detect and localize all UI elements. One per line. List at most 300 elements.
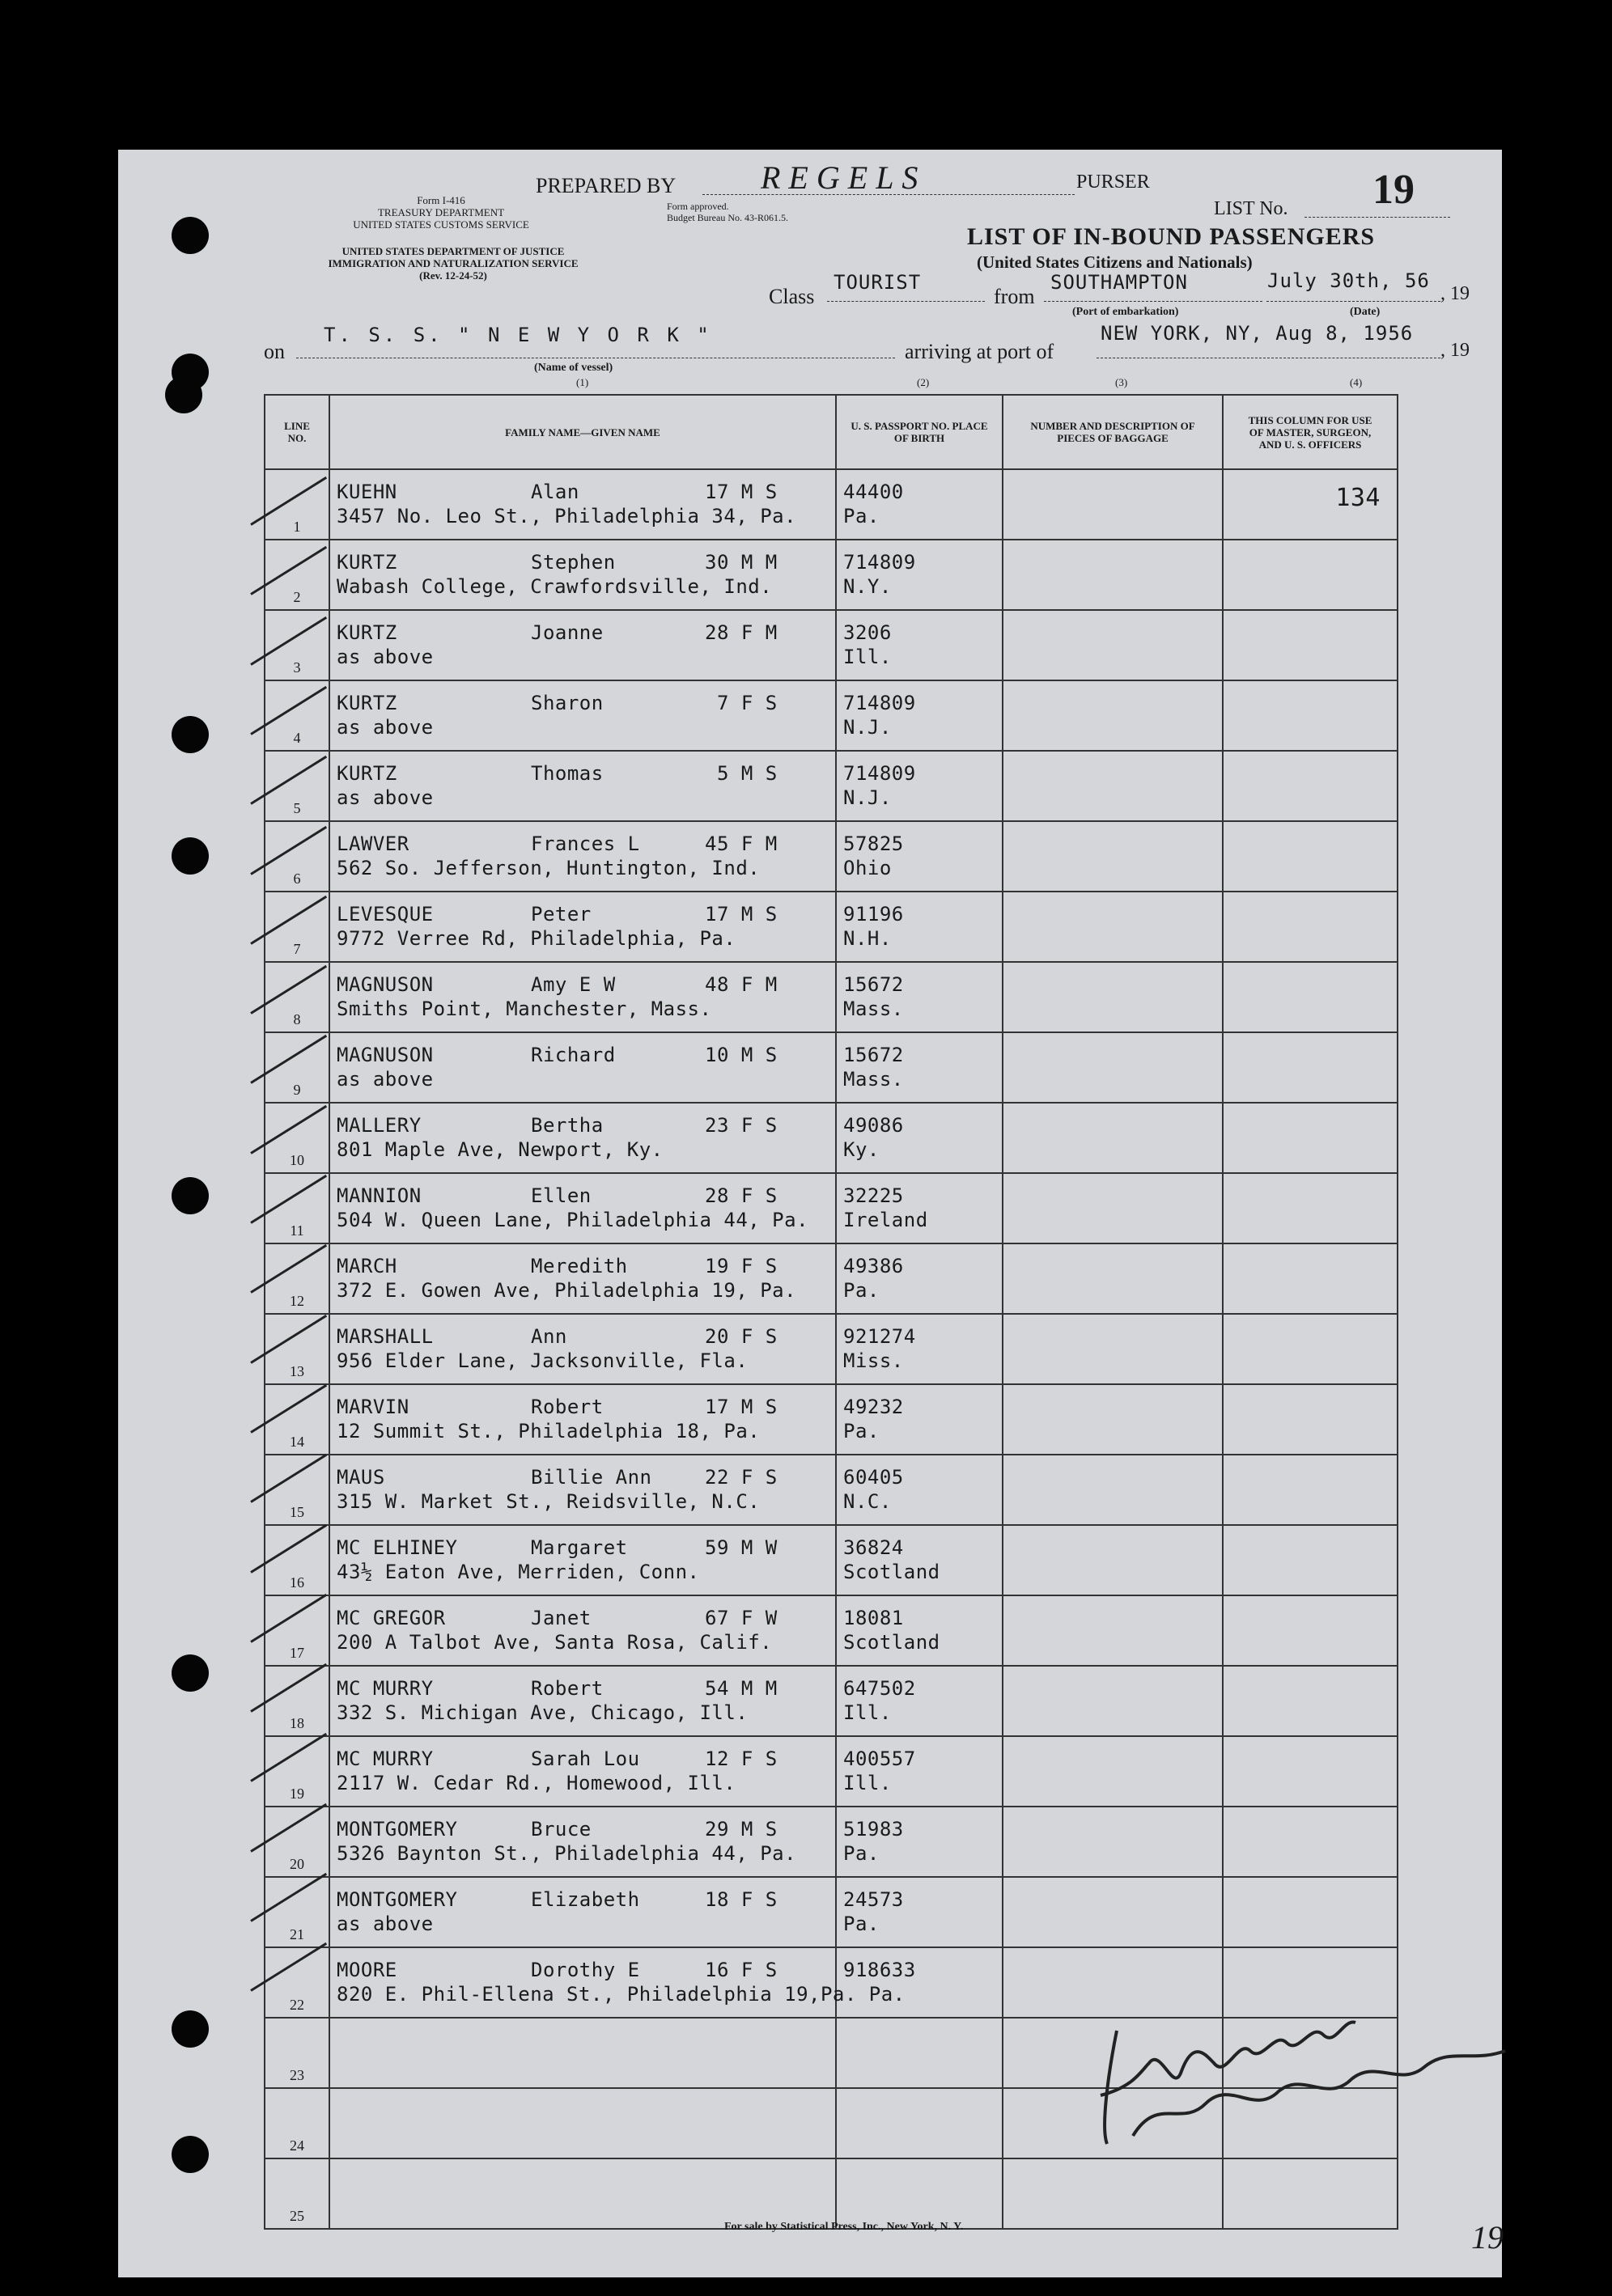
name-cell — [329, 1173, 836, 1243]
date-line — [1266, 301, 1440, 302]
passport-cell — [836, 2088, 1003, 2158]
age-sex-status: 30 M M — [705, 551, 778, 574]
baggage-cell — [1003, 1807, 1223, 1877]
form-approved: Form approved. — [667, 201, 729, 212]
place-of-birth: Pa. — [843, 1279, 880, 1302]
family-name: KUEHN — [337, 481, 397, 503]
age-sex-status: 17 M S — [705, 1396, 778, 1418]
binder-hole — [172, 837, 209, 875]
age-sex-status: 48 F M — [705, 973, 778, 996]
header-name: FAMILY NAME—GIVEN NAME — [329, 395, 836, 469]
officer-note: 134 — [1335, 484, 1381, 512]
line-number: 15 — [290, 1504, 304, 1520]
line-number: 4 — [293, 730, 301, 746]
address: 332 S. Michigan Ave, Chicago, Ill. — [337, 1701, 749, 1724]
address: 956 Elder Lane, Jacksonville, Fla. — [337, 1349, 749, 1372]
address: 504 W. Queen Lane, Philadelphia 44, Pa. — [337, 1209, 809, 1231]
family-name: MANNION — [337, 1184, 422, 1207]
name-cell — [329, 1666, 836, 1736]
passport-cell — [836, 1103, 1003, 1173]
address: Wabash College, Crawfordsville, Ind. — [337, 575, 773, 598]
officer-cell — [1223, 1173, 1398, 1243]
name-cell — [329, 2158, 836, 2229]
place-of-birth: Pa. — [843, 1420, 880, 1442]
officer-cell — [1223, 1455, 1398, 1525]
age-sex-status: 29 M S — [705, 1818, 778, 1841]
immigration-service: IMMIGRATION AND NATURALIZATION SERVICE — [328, 257, 579, 269]
list-no-line — [1304, 217, 1450, 218]
given-name: Janet — [531, 1607, 592, 1629]
name-cell — [329, 751, 836, 821]
place-of-birth: N.H. — [843, 927, 892, 950]
officer-cell — [1223, 1314, 1398, 1384]
line-number: 6 — [293, 871, 301, 887]
baggage-cell — [1003, 540, 1223, 610]
officer-cell — [1223, 892, 1398, 962]
line-number: 5 — [293, 800, 301, 816]
family-name: MALLERY — [337, 1114, 422, 1137]
given-name: Margaret — [531, 1536, 628, 1559]
address: as above — [337, 716, 434, 739]
prepared-by-value: REGELS — [761, 159, 927, 196]
passport-cell — [836, 1807, 1003, 1877]
place-of-birth: Mass. — [843, 998, 904, 1020]
place-of-birth: Pa. — [843, 505, 880, 527]
line-number-cell — [265, 1666, 329, 1736]
passport-number: 921274 — [843, 1325, 916, 1348]
name-cell — [329, 2018, 836, 2088]
line-number-cell — [265, 1736, 329, 1807]
class-label: Class — [769, 285, 815, 308]
given-name: Stephen — [531, 551, 616, 574]
age-sex-status: 28 F M — [705, 621, 778, 644]
service-name: UNITED STATES CUSTOMS SERVICE — [353, 218, 529, 231]
name-cell — [329, 1384, 836, 1455]
line-number: 18 — [290, 1715, 304, 1731]
baggage-cell — [1003, 962, 1223, 1032]
class-line — [827, 301, 985, 302]
passport-number: 36824 — [843, 1536, 904, 1559]
form-approved-block — [667, 201, 788, 223]
table-row — [265, 1173, 1398, 1243]
address: 9772 Verree Rd, Philadelphia, Pa. — [337, 927, 736, 950]
passport-cell — [836, 1243, 1003, 1314]
address: 200 A Talbot Ave, Santa Rosa, Calif. — [337, 1631, 773, 1654]
table-row — [265, 1595, 1398, 1666]
place-of-birth: Ill. — [843, 646, 892, 668]
age-sex-status: 22 F S — [705, 1466, 778, 1489]
passport-number: 32225 — [843, 1184, 904, 1207]
officer-cell — [1223, 1032, 1398, 1103]
table-row — [265, 1877, 1398, 1947]
family-name: MONTGOMERY — [337, 1818, 458, 1841]
age-sex-status: 17 M S — [705, 903, 778, 926]
binder-hole — [172, 2136, 209, 2173]
passport-cell — [836, 610, 1003, 680]
baggage-cell — [1003, 892, 1223, 962]
from-value: SOUTHAMPTON — [1050, 271, 1188, 294]
passport-number: 49232 — [843, 1396, 904, 1418]
place-of-birth: Miss. — [843, 1349, 904, 1372]
passport-cell — [836, 1666, 1003, 1736]
passport-cell — [836, 540, 1003, 610]
age-sex-status: 54 M M — [705, 1677, 778, 1700]
line-number-cell — [265, 1455, 329, 1525]
from-label: from — [994, 285, 1035, 308]
given-name: Bruce — [531, 1818, 592, 1841]
address: 2117 W. Cedar Rd., Homewood, Ill. — [337, 1772, 736, 1794]
year-suffix: , 19 — [1440, 283, 1470, 304]
address: 12 Summit St., Philadelphia 18, Pa. — [337, 1420, 761, 1442]
address: as above — [337, 1068, 434, 1091]
age-sex-status: 18 F S — [705, 1888, 778, 1911]
binder-hole — [172, 1654, 209, 1692]
passport-cell — [836, 1314, 1003, 1384]
table-row — [265, 1243, 1398, 1314]
family-name: MONTGOMERY — [337, 1888, 458, 1911]
line-number: 16 — [290, 1574, 304, 1591]
place-of-birth: Mass. — [843, 1068, 904, 1091]
name-cell — [329, 892, 836, 962]
table-row — [265, 2158, 1398, 2229]
family-name: KURTZ — [337, 621, 397, 644]
given-name: Sharon — [531, 692, 604, 714]
given-name: Sarah Lou — [531, 1747, 640, 1770]
col3-number: (3) — [1115, 376, 1128, 388]
given-name: Peter — [531, 903, 592, 926]
given-name: Amy E W — [531, 973, 616, 996]
officer-cell — [1223, 680, 1398, 751]
line-number: 17 — [290, 1645, 304, 1661]
officer-cell — [1223, 1877, 1398, 1947]
baggage-cell — [1003, 751, 1223, 821]
line-number: 8 — [293, 1011, 301, 1027]
passport-number: 3206 — [843, 621, 892, 644]
given-name: Elizabeth — [531, 1888, 640, 1911]
family-name: KURTZ — [337, 692, 397, 714]
name-cell — [329, 1243, 836, 1314]
age-sex-status: 28 F S — [705, 1184, 778, 1207]
on-label: on — [264, 340, 285, 363]
passport-cell — [836, 2018, 1003, 2088]
passport-cell — [836, 1032, 1003, 1103]
baggage-cell — [1003, 1032, 1223, 1103]
age-sex-status: 10 M S — [705, 1044, 778, 1066]
passport-cell — [836, 751, 1003, 821]
passport-cell — [836, 1173, 1003, 1243]
officer-cell — [1223, 1525, 1398, 1595]
passport-number: 15672 — [843, 973, 904, 996]
passport-number: 18081 — [843, 1607, 904, 1629]
address: 801 Maple Ave, Newport, Ky. — [337, 1138, 664, 1161]
name-cell — [329, 1103, 836, 1173]
line-number-cell — [265, 1595, 329, 1666]
place-of-birth: Ohio — [843, 857, 892, 879]
name-cell — [329, 1595, 836, 1666]
passport-number: 91196 — [843, 903, 904, 926]
table-row — [265, 469, 1398, 540]
name-cell — [329, 1455, 836, 1525]
line-number: 25 — [290, 2208, 304, 2224]
list-no-label: LIST No. — [1214, 198, 1288, 219]
baggage-cell — [1003, 1666, 1223, 1736]
name-cell — [329, 469, 836, 540]
prepared-by-label: PREPARED BY — [536, 174, 677, 197]
date-value: July 30th, 56 — [1267, 269, 1430, 292]
address: 562 So. Jefferson, Huntington, Ind. — [337, 857, 761, 879]
age-sex-status: 67 F W — [705, 1607, 778, 1629]
place-of-birth: Ill. — [843, 1701, 892, 1724]
vessel-value: T. S. S. " N E W Y O R K " — [324, 324, 712, 346]
age-sex-status: 16 F S — [705, 1959, 778, 1981]
place-of-birth: Pa. — [843, 1913, 880, 1935]
baggage-cell — [1003, 1384, 1223, 1455]
officer-cell — [1223, 1666, 1398, 1736]
address: Smiths Point, Manchester, Mass. — [337, 998, 712, 1020]
place-of-birth: N.J. — [843, 716, 892, 739]
inspector-signature — [1084, 1974, 1521, 2168]
name-cell — [329, 2088, 836, 2158]
age-sex-status: 23 F S — [705, 1114, 778, 1137]
given-name: Bertha — [531, 1114, 604, 1137]
passport-number: 24573 — [843, 1888, 904, 1911]
address: 43½ Eaton Ave, Merriden, Conn. — [337, 1561, 700, 1583]
baggage-cell — [1003, 1877, 1223, 1947]
passport-number: 714809 — [843, 762, 916, 785]
header-baggage: NUMBER AND DESCRIPTION OF PIECES OF BAGGAGE — [1003, 395, 1223, 469]
baggage-cell — [1003, 1243, 1223, 1314]
given-name: Robert — [531, 1677, 604, 1700]
family-name: MARSHALL — [337, 1325, 434, 1348]
form-id-block — [348, 194, 534, 231]
table-row — [265, 1736, 1398, 1807]
vessel-caption: (Name of vessel) — [534, 362, 613, 374]
officer-cell — [1223, 1384, 1398, 1455]
line-number-cell — [265, 2158, 329, 2229]
address: 5326 Baynton St., Philadelphia 44, Pa. — [337, 1842, 797, 1865]
name-cell — [329, 962, 836, 1032]
passport-cell — [836, 821, 1003, 892]
table-row — [265, 680, 1398, 751]
officer-cell — [1223, 1736, 1398, 1807]
officer-cell — [1223, 1595, 1398, 1666]
line-number-cell — [265, 1525, 329, 1595]
given-name: Billie Ann — [531, 1466, 652, 1489]
baggage-cell — [1003, 2158, 1223, 2229]
age-sex-status: 12 F S — [705, 1747, 778, 1770]
passport-cell — [836, 1384, 1003, 1455]
place-of-birth: Scotland — [843, 1561, 940, 1583]
family-name: MC GREGOR — [337, 1607, 446, 1629]
table-row — [265, 962, 1398, 1032]
given-name: Ellen — [531, 1184, 592, 1207]
binder-hole — [172, 716, 209, 753]
table-row — [265, 751, 1398, 821]
line-number: 21 — [290, 1926, 304, 1942]
given-name: Meredith — [531, 1255, 628, 1277]
age-sex-status: 20 F S — [705, 1325, 778, 1348]
name-cell — [329, 1032, 836, 1103]
revision-date: (Rev. 12-24-52) — [419, 269, 487, 282]
given-name: Thomas — [531, 762, 604, 785]
name-cell — [329, 1877, 836, 1947]
officer-cell — [1223, 1243, 1398, 1314]
age-sex-status: 5 M S — [705, 762, 778, 785]
family-name: KURTZ — [337, 551, 397, 574]
department-name: TREASURY DEPARTMENT — [377, 206, 505, 218]
address: as above — [337, 786, 434, 809]
port-caption: (Port of embarkation) — [1072, 306, 1179, 318]
passport-cell — [836, 962, 1003, 1032]
line-number: 1 — [293, 519, 301, 535]
place-of-birth: Ill. — [843, 1772, 892, 1794]
baggage-cell — [1003, 821, 1223, 892]
justice-block — [267, 245, 639, 282]
passport-number: 400557 — [843, 1747, 916, 1770]
table-row — [265, 821, 1398, 892]
line-number: 19 — [290, 1786, 304, 1802]
place-of-birth: N.Y. — [843, 575, 892, 598]
printer-credit: For sale by Statistical Press, Inc., New York, N. Y. — [724, 2221, 964, 2233]
line-number: 2 — [293, 589, 301, 605]
passport-cell — [836, 2158, 1003, 2229]
name-cell — [329, 821, 836, 892]
binder-hole — [165, 376, 202, 413]
place-of-birth: Ireland — [843, 1209, 928, 1231]
table-row — [265, 1384, 1398, 1455]
binder-hole — [172, 217, 209, 254]
table-row — [265, 892, 1398, 962]
family-name: MARCH — [337, 1255, 397, 1277]
place-of-birth: N.J. — [843, 786, 892, 809]
line-number-cell — [265, 1947, 329, 2018]
passport-cell — [836, 680, 1003, 751]
purser-label: PURSER — [1076, 172, 1150, 193]
line-number-cell — [265, 2088, 329, 2158]
place-of-birth: N.C. — [843, 1490, 892, 1513]
passport-cell — [836, 1525, 1003, 1595]
family-name: KURTZ — [337, 762, 397, 785]
given-name: Ann — [531, 1325, 567, 1348]
col2-number: (2) — [917, 376, 930, 388]
header-officers: THIS COLUMN FOR USE OF MASTER, SURGEON, AND U. S. OFFICERS — [1223, 395, 1398, 469]
arriving-label: arriving at port of — [905, 340, 1054, 363]
age-sex-status: 7 F S — [705, 692, 778, 714]
given-name: Frances L — [531, 832, 640, 855]
baggage-cell — [1003, 1736, 1223, 1807]
passport-number: 49386 — [843, 1255, 904, 1277]
family-name: MC MURRY — [337, 1677, 434, 1700]
passport-number: 51983 — [843, 1818, 904, 1841]
class-value: TOURIST — [834, 271, 922, 294]
baggage-cell — [1003, 1103, 1223, 1173]
table-row — [265, 1807, 1398, 1877]
date-caption: (Date) — [1350, 306, 1381, 318]
place-of-birth: Scotland — [843, 1631, 940, 1654]
table-row — [265, 1525, 1398, 1595]
list-no-value: 19 — [1372, 167, 1415, 213]
passport-number: 57825 — [843, 832, 904, 855]
form-number: Form I-416 — [417, 194, 465, 206]
budget-bureau-number: Budget Bureau No. 43-R061.5. — [667, 212, 788, 223]
age-sex-status: 17 M S — [705, 481, 778, 503]
address: 820 E. Phil-Ellena St., Philadelphia 19,Pa. Pa. — [337, 1983, 906, 2006]
passport-number: 49086 — [843, 1114, 904, 1137]
line-number-cell — [265, 2018, 329, 2088]
given-name: Alan — [531, 481, 579, 503]
passport-cell — [836, 1877, 1003, 1947]
name-cell — [329, 540, 836, 610]
officer-cell — [1223, 2158, 1398, 2229]
name-cell — [329, 1807, 836, 1877]
binder-hole — [172, 1177, 209, 1214]
form-subtitle: (United States Citizens and Nationals) — [977, 252, 1253, 272]
family-name: LEVESQUE — [337, 903, 434, 926]
passport-number: 15672 — [843, 1044, 904, 1066]
officer-cell — [1223, 469, 1398, 540]
line-number: 11 — [290, 1222, 304, 1239]
place-of-birth: Ky. — [843, 1138, 880, 1161]
baggage-cell — [1003, 610, 1223, 680]
given-name: Joanne — [531, 621, 604, 644]
address: as above — [337, 646, 434, 668]
passport-cell — [836, 1595, 1003, 1666]
passport-number: 714809 — [843, 692, 916, 714]
arriving-value: NEW YORK, NY, Aug 8, 1956 — [1101, 322, 1414, 345]
passport-cell — [836, 1947, 1003, 2018]
table-row — [265, 1314, 1398, 1384]
officer-cell — [1223, 1103, 1398, 1173]
family-name: MAUS — [337, 1466, 385, 1489]
passport-number: 60405 — [843, 1466, 904, 1489]
address: 372 E. Gowen Ave, Philadelphia 19, Pa. — [337, 1279, 797, 1302]
baggage-cell — [1003, 1595, 1223, 1666]
year-suffix-2: , 19 — [1440, 340, 1470, 361]
line-number: 22 — [290, 1997, 304, 2013]
table-row — [265, 610, 1398, 680]
line-number: 9 — [293, 1082, 301, 1098]
col4-number: (4) — [1350, 376, 1363, 388]
address: 315 W. Market St., Reidsville, N.C. — [337, 1490, 761, 1513]
age-sex-status: 45 F M — [705, 832, 778, 855]
baggage-cell — [1003, 680, 1223, 751]
family-name: MC MURRY — [337, 1747, 434, 1770]
col1-number: (1) — [576, 376, 589, 388]
passport-cell — [836, 1736, 1003, 1807]
line-number: 14 — [290, 1434, 304, 1450]
family-name: MARVIN — [337, 1396, 409, 1418]
given-name: Richard — [531, 1044, 616, 1066]
passport-number: 714809 — [843, 551, 916, 574]
family-name: MAGNUSON — [337, 973, 434, 996]
line-number: 24 — [290, 2137, 304, 2154]
line-number-cell — [265, 1807, 329, 1877]
passenger-table — [264, 394, 1398, 2230]
officer-cell — [1223, 962, 1398, 1032]
line-number: 13 — [290, 1363, 304, 1379]
baggage-cell — [1003, 1525, 1223, 1595]
baggage-cell — [1003, 1314, 1223, 1384]
baggage-cell — [1003, 1455, 1223, 1525]
officer-cell — [1223, 610, 1398, 680]
line-number-cell — [265, 1384, 329, 1455]
baggage-cell — [1003, 1173, 1223, 1243]
table-header-row — [265, 395, 1398, 469]
address: 3457 No. Leo St., Philadelphia 34, Pa. — [337, 505, 797, 527]
line-number: 7 — [293, 941, 301, 957]
line-number-cell — [265, 1877, 329, 1947]
baggage-cell — [1003, 469, 1223, 540]
